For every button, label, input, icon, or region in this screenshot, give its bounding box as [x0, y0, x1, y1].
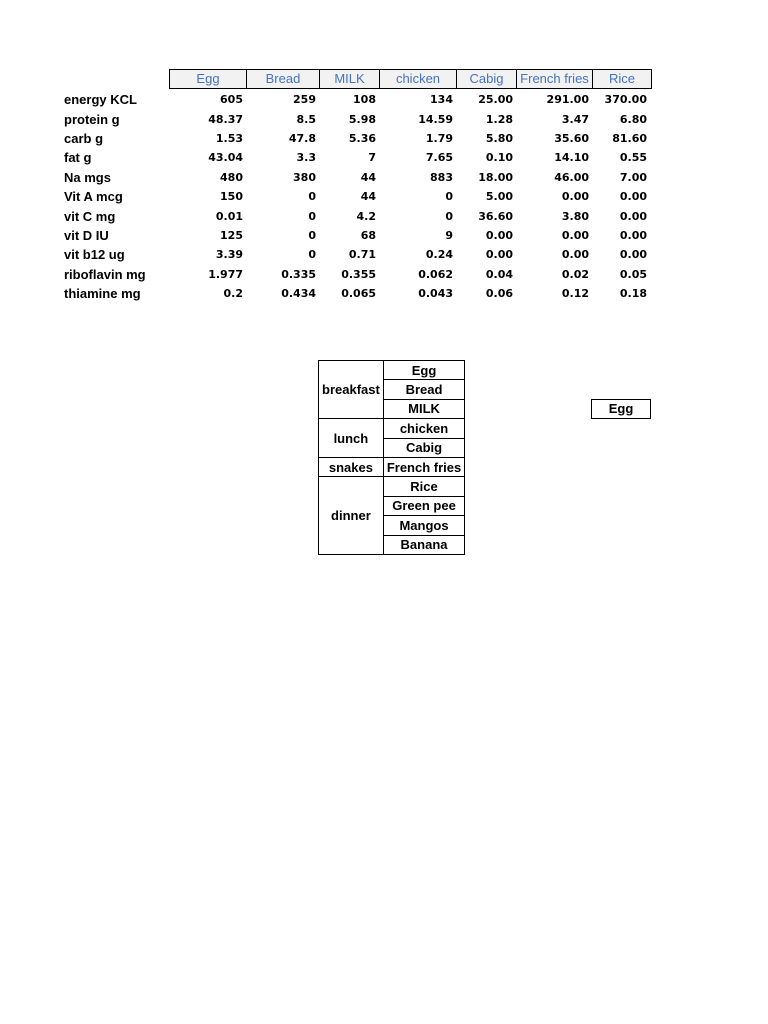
nutrition-row — [64, 265, 650, 284]
nutrition-value-cell[interactable]: 0 — [445, 190, 453, 204]
nutrition-row — [64, 148, 650, 167]
nutrition-value-cell[interactable]: 1.79 — [425, 131, 453, 145]
nutrition-value-cell[interactable]: 14.59 — [418, 112, 453, 126]
meal-row — [319, 477, 465, 496]
nutrition-value-cell[interactable]: 3.80 — [561, 209, 589, 223]
nutrition-value-cell[interactable]: 36.60 — [478, 209, 513, 223]
nutrition-header-row — [169, 69, 652, 89]
nutrition-value-cell[interactable]: 0 — [308, 228, 316, 242]
meal-food-cell[interactable]: Egg — [383, 361, 464, 380]
nutrition-value-cell[interactable]: 108 — [353, 93, 376, 107]
meal-food-cell[interactable]: Cabig — [383, 438, 464, 457]
nutrition-value-cell[interactable]: 0 — [308, 248, 316, 262]
nutrition-value-cell[interactable]: 5.00 — [485, 190, 513, 204]
meal-group-cell[interactable]: snakes — [319, 457, 384, 476]
nutrition-value-cell[interactable]: 3.3 — [296, 151, 316, 165]
nutrition-value-cell[interactable]: 0.335 — [281, 267, 316, 281]
nutrition-value-cell[interactable]: 0.04 — [485, 267, 513, 281]
meal-group-cell[interactable]: lunch — [319, 419, 384, 458]
row-label[interactable]: carb g — [64, 130, 104, 146]
nutrition-value-cell[interactable]: 0.434 — [281, 287, 316, 301]
nutrition-value-cell[interactable]: 0 — [308, 190, 316, 204]
nutrition-value-cell[interactable]: 150 — [220, 190, 243, 204]
column-header-bread[interactable]: Bread — [247, 70, 320, 88]
meal-group-cell[interactable]: dinner — [319, 477, 384, 555]
nutrition-value-cell[interactable]: 35.60 — [554, 131, 589, 145]
nutrition-row — [64, 109, 650, 128]
nutrition-row — [64, 284, 650, 303]
nutrition-value-cell[interactable]: 48.37 — [208, 112, 243, 126]
meal-food-cell[interactable]: chicken — [383, 419, 464, 438]
meal-group-cell[interactable]: breakfast — [319, 361, 384, 419]
row-label[interactable]: Na mgs — [64, 169, 111, 185]
column-header-rice[interactable]: Rice — [608, 71, 635, 86]
nutrition-value-cell[interactable]: 0.00 — [619, 209, 647, 223]
row-label[interactable]: protein g — [64, 111, 120, 127]
meal-food-cell[interactable]: Mangos — [383, 516, 464, 535]
nutrition-value-cell[interactable]: 291.00 — [546, 93, 589, 107]
meal-plan-table — [318, 360, 465, 555]
nutrition-value-cell[interactable]: 370.00 — [604, 93, 647, 107]
nutrition-value-cell[interactable]: 0 — [445, 209, 453, 223]
nutrition-value-cell[interactable]: 0.065 — [341, 287, 376, 301]
nutrition-value-cell[interactable]: 1.53 — [215, 131, 243, 145]
nutrition-value-cell[interactable]: 9 — [445, 228, 453, 242]
nutrition-value-cell[interactable]: 605 — [220, 93, 243, 107]
nutrition-value-cell[interactable]: 0 — [308, 209, 316, 223]
column-header-french-fries[interactable]: French fries — [517, 70, 593, 88]
nutrition-value-cell[interactable]: 0.00 — [561, 190, 589, 204]
meal-food-cell[interactable]: French fries — [383, 457, 464, 476]
nutrition-value-cell[interactable]: 0.12 — [561, 287, 589, 301]
nutrition-value-cell[interactable]: 0.355 — [341, 267, 376, 281]
meal-food-cell[interactable]: Bread — [383, 380, 464, 399]
nutrition-row — [64, 187, 650, 206]
meal-food-cell[interactable]: Rice — [383, 477, 464, 496]
nutrition-row — [64, 90, 650, 109]
row-label[interactable]: energy KCL — [64, 92, 137, 108]
nutrition-value-cell[interactable]: 380 — [293, 170, 316, 184]
nutrition-value-cell[interactable]: 3.47 — [561, 112, 589, 126]
nutrition-value-cell[interactable]: 0.05 — [619, 267, 647, 281]
column-header-egg[interactable]: Egg — [170, 70, 247, 88]
nutrition-value-cell[interactable]: 5.36 — [348, 131, 376, 145]
nutrition-value-cell[interactable]: 0.00 — [561, 248, 589, 262]
row-label[interactable]: vit b12 ug — [64, 247, 125, 263]
meal-food-cell[interactable]: Green pee — [383, 496, 464, 515]
nutrition-row — [64, 168, 650, 187]
nutrition-value-cell[interactable]: 6.80 — [619, 112, 647, 126]
row-label[interactable]: vit C mg — [64, 208, 116, 224]
nutrition-value-cell[interactable]: 18.00 — [478, 170, 513, 184]
nutrition-value-cell[interactable]: 0.55 — [619, 151, 647, 165]
nutrition-value-cell[interactable]: 47.8 — [288, 131, 316, 145]
nutrition-value-cell[interactable]: 0.2 — [223, 287, 243, 301]
nutrition-table-body — [64, 90, 650, 303]
nutrition-value-cell[interactable]: 0.24 — [425, 248, 453, 262]
nutrition-value-cell[interactable]: 0.00 — [619, 228, 647, 242]
nutrition-value-cell[interactable]: 0.043 — [418, 287, 453, 301]
nutrition-value-cell[interactable]: 0.00 — [485, 228, 513, 242]
nutrition-value-cell[interactable]: 0.06 — [485, 287, 513, 301]
nutrition-value-cell[interactable]: 5.80 — [485, 131, 513, 145]
nutrition-value-cell[interactable]: 0.062 — [418, 267, 453, 281]
nutrition-value-cell[interactable]: 44 — [360, 190, 376, 204]
nutrition-value-cell[interactable]: 0.71 — [348, 248, 376, 262]
nutrition-value-cell[interactable]: 883 — [430, 170, 453, 184]
nutrition-value-cell[interactable]: 5.98 — [348, 112, 376, 126]
nutrition-value-cell[interactable]: 1.28 — [485, 112, 513, 126]
meal-row — [319, 457, 465, 476]
nutrition-value-cell[interactable]: 0.01 — [215, 209, 243, 223]
selected-cell[interactable]: Egg — [591, 399, 651, 419]
nutrition-value-cell[interactable]: 8.5 — [296, 112, 316, 126]
row-label[interactable]: thiamine mg — [64, 286, 141, 302]
nutrition-value-cell[interactable]: 7 — [368, 151, 376, 165]
meal-food-cell[interactable]: MILK — [383, 399, 464, 418]
nutrition-value-cell[interactable]: 81.60 — [612, 131, 647, 145]
meal-row — [319, 419, 465, 438]
nutrition-row — [64, 245, 650, 264]
nutrition-value-cell[interactable]: 125 — [220, 228, 243, 242]
nutrition-value-cell[interactable]: 0.10 — [485, 151, 513, 165]
row-label[interactable]: fat g — [64, 150, 92, 166]
row-label[interactable]: vit D IU — [64, 227, 109, 243]
meal-food-cell[interactable]: Banana — [383, 535, 464, 554]
column-header-cabig[interactable]: Cabig — [457, 70, 517, 88]
nutrition-value-cell[interactable]: 46.00 — [554, 170, 589, 184]
nutrition-value-cell[interactable]: 68 — [360, 228, 376, 242]
nutrition-value-cell[interactable]: 0.18 — [619, 287, 647, 301]
nutrition-value-cell[interactable]: 43.04 — [208, 151, 243, 165]
nutrition-value-cell[interactable]: 25.00 — [478, 93, 513, 107]
nutrition-row — [64, 129, 650, 148]
nutrition-row — [64, 226, 650, 245]
nutrition-value-cell[interactable]: 3.39 — [215, 248, 243, 262]
nutrition-value-cell[interactable]: 0.00 — [619, 190, 647, 204]
row-label[interactable]: riboflavin mg — [64, 266, 146, 282]
nutrition-value-cell[interactable]: 259 — [293, 93, 316, 107]
nutrition-value-cell[interactable]: 1.977 — [208, 267, 243, 281]
nutrition-value-cell[interactable]: 44 — [360, 170, 376, 184]
column-header-milk[interactable]: MILK — [320, 70, 380, 88]
nutrition-value-cell[interactable]: 480 — [220, 170, 243, 184]
nutrition-value-cell[interactable]: 0.00 — [561, 228, 589, 242]
meal-row — [319, 361, 465, 380]
nutrition-value-cell[interactable]: 134 — [430, 93, 453, 107]
column-header-chicken[interactable]: chicken — [380, 70, 457, 88]
nutrition-value-cell[interactable]: 14.10 — [554, 151, 589, 165]
nutrition-value-cell[interactable]: 7.00 — [619, 170, 647, 184]
nutrition-value-cell[interactable]: 0.02 — [561, 267, 589, 281]
nutrition-row — [64, 206, 650, 225]
row-label[interactable]: Vit A mcg — [64, 189, 123, 205]
nutrition-value-cell[interactable]: 0.00 — [619, 248, 647, 262]
nutrition-value-cell[interactable]: 0.00 — [485, 248, 513, 262]
nutrition-value-cell[interactable]: 7.65 — [425, 151, 453, 165]
nutrition-value-cell[interactable]: 4.2 — [356, 209, 376, 223]
